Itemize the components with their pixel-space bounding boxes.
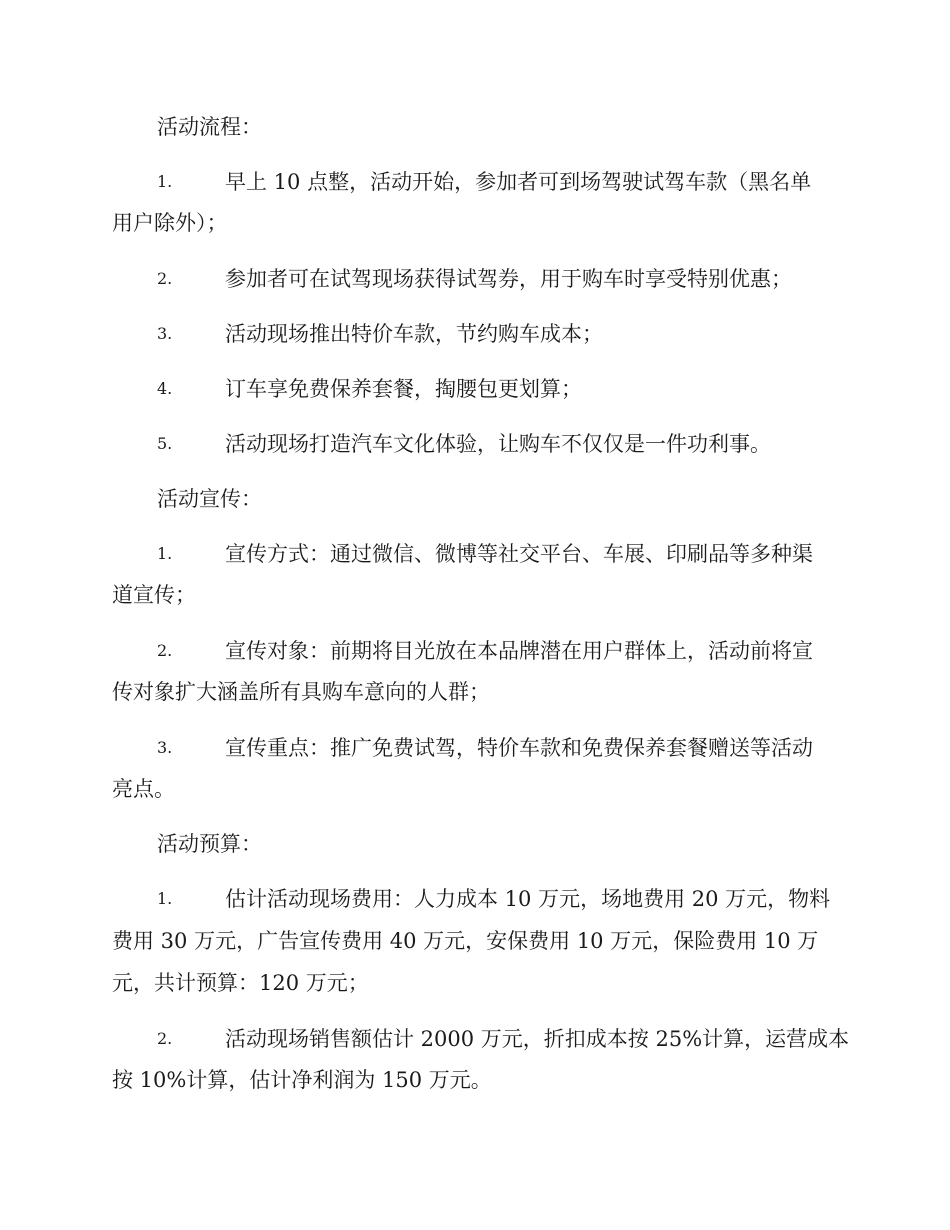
list-item-text-continued: 按 10%计算，估计净利润为 150 万元。 bbox=[112, 1068, 492, 1092]
list-item-text-continued: 用户除外）； bbox=[112, 211, 228, 235]
list-item-text: 宣传对象：前期将目光放在本品牌潜在用户群体上，活动前将宣 bbox=[225, 639, 813, 663]
list-number: 1. bbox=[157, 889, 173, 908]
list-number: 2. bbox=[157, 269, 173, 288]
list-number: 5. bbox=[157, 434, 173, 453]
list-item-text: 订车享免费保养套餐，掏腰包更划算； bbox=[225, 377, 582, 401]
list-number: 1. bbox=[157, 172, 173, 191]
list-number: 2. bbox=[157, 641, 173, 660]
list-number: 2. bbox=[157, 1029, 173, 1048]
section-heading-process: 活动流程： bbox=[157, 115, 262, 139]
list-item-text: 宣传方式：通过微信、微博等社交平台、车展、印刷品等多种渠 bbox=[225, 542, 813, 566]
list-item-text-continued: 元，共计预算：120 万元； bbox=[112, 971, 369, 995]
list-item-text-continued: 道宣传； bbox=[112, 583, 196, 607]
list-number: 1. bbox=[157, 544, 173, 563]
list-item-text: 活动现场打造汽车文化体验，让购车不仅仅是一件功利事。 bbox=[225, 432, 771, 456]
section-heading-promotion: 活动宣传： bbox=[157, 487, 262, 511]
list-number: 4. bbox=[157, 379, 173, 398]
list-number: 3. bbox=[157, 324, 173, 343]
list-item-text: 参加者可在试驾现场获得试驾券，用于购车时享受特别优惠； bbox=[225, 267, 792, 291]
list-item-text: 估计活动现场费用：人力成本 10 万元，场地费用 20 万元，物料 bbox=[225, 887, 831, 911]
list-item-text-continued: 传对象扩大涵盖所有具购车意向的人群； bbox=[112, 680, 490, 704]
list-item-text-continued: 亮点。 bbox=[112, 777, 175, 801]
list-item-text-continued: 费用 30 万元，广告宣传费用 40 万元，安保费用 10 万元，保险费用 10 万 bbox=[112, 929, 819, 953]
list-item-text: 宣传重点：推广免费试驾，特价车款和免费保养套餐赠送等活动 bbox=[225, 736, 813, 760]
list-item-text: 活动现场推出特价车款，节约购车成本； bbox=[225, 322, 603, 346]
section-heading-budget: 活动预算： bbox=[157, 832, 262, 856]
list-item-text: 活动现场销售额估计 2000 万元，折扣成本按 25%计算，运营成本 bbox=[225, 1027, 850, 1051]
list-item-text: 早上 10 点整，活动开始，参加者可到场驾驶试驾车款（黑名单 bbox=[225, 170, 812, 194]
list-number: 3. bbox=[157, 738, 173, 757]
